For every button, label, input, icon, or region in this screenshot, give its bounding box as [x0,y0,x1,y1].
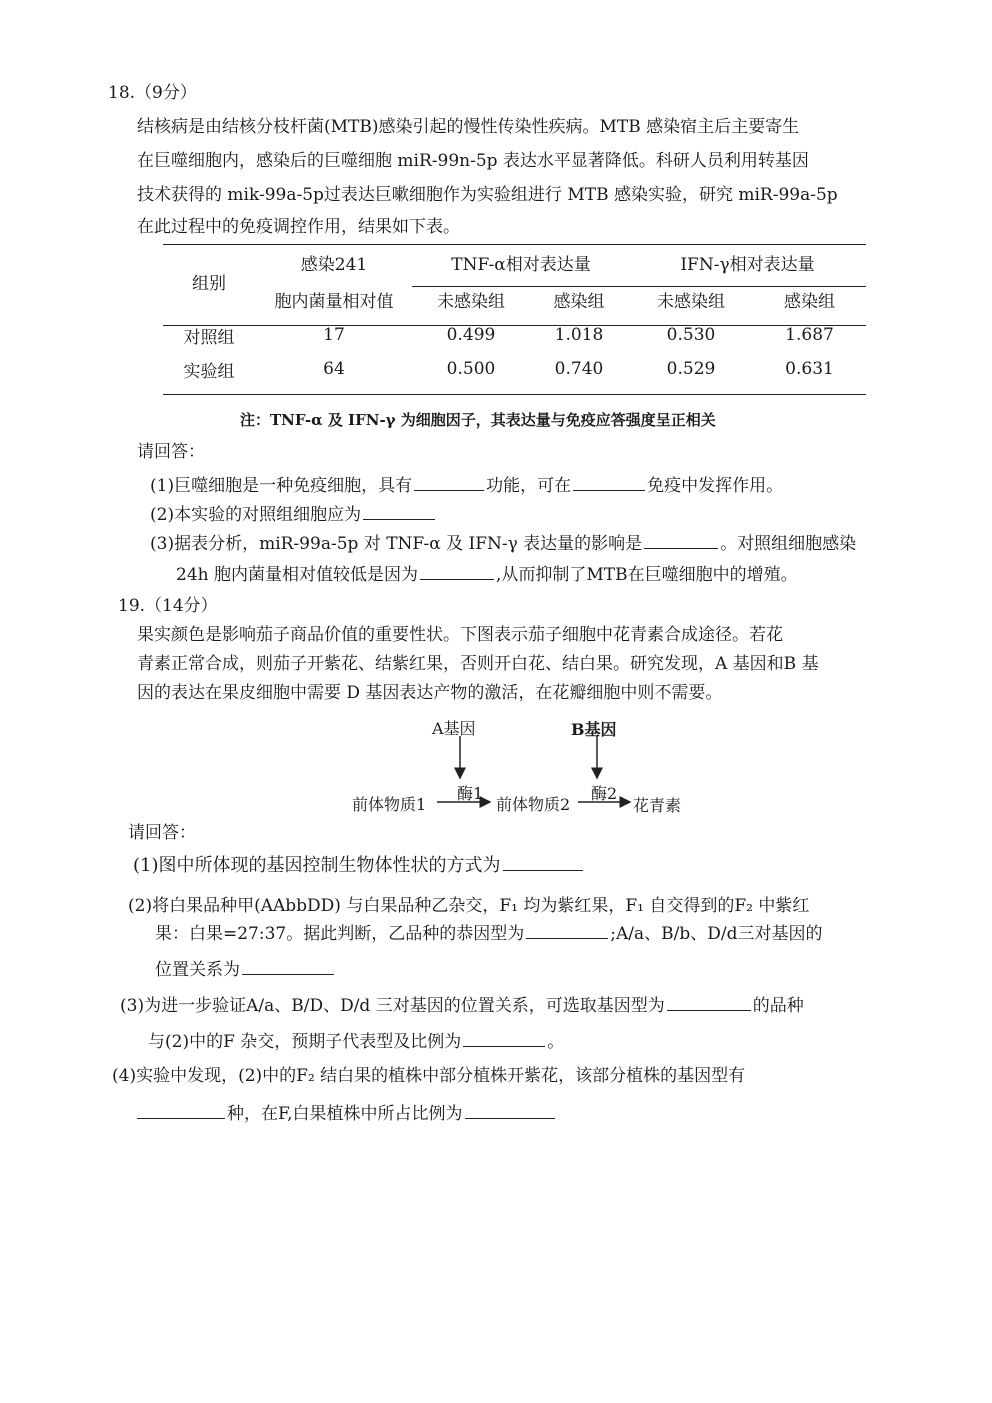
row-bacteria: 17 [323,325,345,345]
q18-sub1-part3: 免疫中发挥作用。 [647,476,784,496]
q18-number: 18.（9分） [108,83,197,103]
q18-sub1-part2: 功能，可在 [486,476,572,496]
q19-sub3-part4: 。 [547,1032,565,1052]
row-tnf-infected: 0.740 [554,359,604,379]
precursor-1-label: 前体物质1 [352,795,427,814]
enzyme-1-label: 酶1 [457,784,484,803]
header-tnf: TNF-α相对表达量 [451,254,591,275]
q18-ask: 请回答： [137,442,205,462]
results-table [163,244,866,386]
q19-sub1-part1: (1)图中所体现的基因控制生物体性状的方式为 [133,855,501,876]
q18-para-line-2: 在巨噬细胞内，感染后的巨噬细胞 miR-99n-5p 表达水平显著降低。科研人员利用转基因 [137,151,809,171]
row-group: 对照组 [183,327,235,348]
anthocyanin-pathway-diagram [340,708,700,818]
header-group: 组别 [192,273,226,294]
answer-blank[interactable] [465,1117,555,1119]
row-ifn-uninfected: 0.530 [666,325,716,345]
answer-blank[interactable] [420,578,494,580]
precursor-2-label: 前体物质2 [496,795,571,814]
q19-sub3-cont [148,1034,564,1051]
row-tnf-uninfected: 0.500 [446,359,496,379]
row-ifn-infected: 1.687 [785,325,834,345]
header-infect-top: 感染241 [300,254,368,275]
header-tnf-infected: 感染组 [553,291,605,312]
row-ifn-infected: 0.631 [785,359,834,379]
q18-sub2-part1: (2)本实验的对照组细胞应为 [150,505,362,525]
answer-blank[interactable] [573,489,645,491]
answer-blank[interactable] [242,973,334,975]
row-tnf-infected: 1.018 [554,325,604,345]
q19-number: 19.（14分） [118,596,218,616]
q18-sub3-part3: 24h 胞内菌量相对值较低是因为 [176,565,418,585]
q18-sub3-part4: ,从而抑制了MTB在巨噬细胞中的增殖。 [495,565,798,585]
q19-sub2-part4: 位置关系为 [155,960,240,980]
row-ifn-uninfected: 0.529 [666,359,716,379]
q19-sub2-part2: 果：白果=27:37。据此判断，乙品种的恭因型为 [155,924,525,944]
q19-sub3-part1: (3)为进一步验证A/a、B/D、D/d 三对基因的位置关系，可选取基因型为 [120,996,665,1016]
answer-blank[interactable] [526,937,608,939]
anthocyanin-label: 花青素 [633,796,682,815]
q19-sub4: (4)实验中发现，(2)中的F₂ 结白果的植株中部分植株开紫花，该部分植株的基因型有 [112,1066,746,1086]
q19-sub2: (2)将白果品种甲(AAbbDD) 与白果品种乙杂交，F₁ 均为紫红果，F₁ 自交得到的F₂ 中紫红 [128,896,810,916]
q18-para-line-4: 在此过程中的免疫调控作用，结果如下表。 [137,217,460,237]
q19-para-line-3: 因的表达在果皮细胞中需要 D 基因表达产物的激活，在花瓣细胞中则不需要。 [137,683,723,703]
header-ifn: IFN-γ相对表达量 [680,254,815,275]
answer-blank[interactable] [667,1009,751,1011]
q19-sub1 [133,857,585,875]
q19-sub2-cont [155,926,822,943]
header-tnf-uninfected: 未感染组 [437,291,505,312]
table-row [163,352,866,386]
header-ifn-uninfected: 未感染组 [657,291,725,312]
q19-sub2-cont2 [155,962,336,979]
q18-sub3-cont [176,567,798,584]
q18-para-line-3: 技术获得的 mik-99a-5p过表达巨嗽细胞作为实验组进行 MTB 感染实验，研究 miR-99a-5p [137,185,838,205]
answer-blank[interactable] [503,869,583,871]
q18-sub1-part1: (1)巨噬细胞是一种免疫细胞，具有 [150,476,413,496]
q19-para-line-2: 青素正常合成，则茄子开紫花、结紫红果，否则开白花、结白果。研究发现，A 基因和B 基 [137,654,819,674]
q18-sub2 [150,507,437,524]
gene-b-label: B基因 [571,720,617,739]
enzyme-2-label: 酶2 [591,784,618,803]
header-infect-bottom: 胞内菌量相对值 [274,291,394,312]
answer-blank[interactable] [137,1117,225,1119]
table-note: 注：TNF-α 及 IFN-γ 为细胞因子，其表达量与免疫应答强度呈正相关 [240,411,716,429]
q19-sub3 [120,998,804,1015]
table-row [163,318,866,352]
table-bottom-rule [163,394,866,395]
row-bacteria: 64 [323,359,345,379]
answer-blank[interactable] [463,1045,545,1047]
row-group: 实验组 [183,361,235,382]
q18-sub3-part1: (3)据表分析，miR-99a-5p 对 TNF-α 及 IFN-γ 表达量的影响是 [150,534,643,554]
q19-sub4-cont [135,1106,557,1123]
row-tnf-uninfected: 0.499 [446,325,496,345]
header-ifn-infected: 感染组 [784,291,835,312]
q19-sub4-part2: 种，在F,白果植株中所占比例为 [227,1104,463,1124]
q18-sub3-part2: 。对照组细胞感染 [720,534,857,554]
answer-blank[interactable] [644,547,718,549]
answer-blank[interactable] [363,518,435,520]
q19-ask: 请回答： [128,823,196,843]
q19-sub3-part2: 的品种 [752,996,804,1016]
q19-para-line-1: 果实颜色是影响茄子商品价值的重要性状。下图表示茄子细胞中花青素合成途径。若花 [137,625,783,645]
q18-sub1 [150,478,783,495]
q18-sub3 [150,536,856,553]
gene-a-label: A基因 [432,719,476,738]
q19-sub3-part3: 与(2)中的F 杂交，预期子代表型及比例为 [148,1032,462,1052]
q18-para-line-1: 结核病是由结核分枝杆菌(MTB)感染引起的慢性传染性疾病。MTB 感染宿主后主要寄生 [137,117,800,137]
q19-sub2-part3: ;A/a、B/b、D/d三对基因的 [610,924,823,944]
answer-blank[interactable] [414,489,484,491]
